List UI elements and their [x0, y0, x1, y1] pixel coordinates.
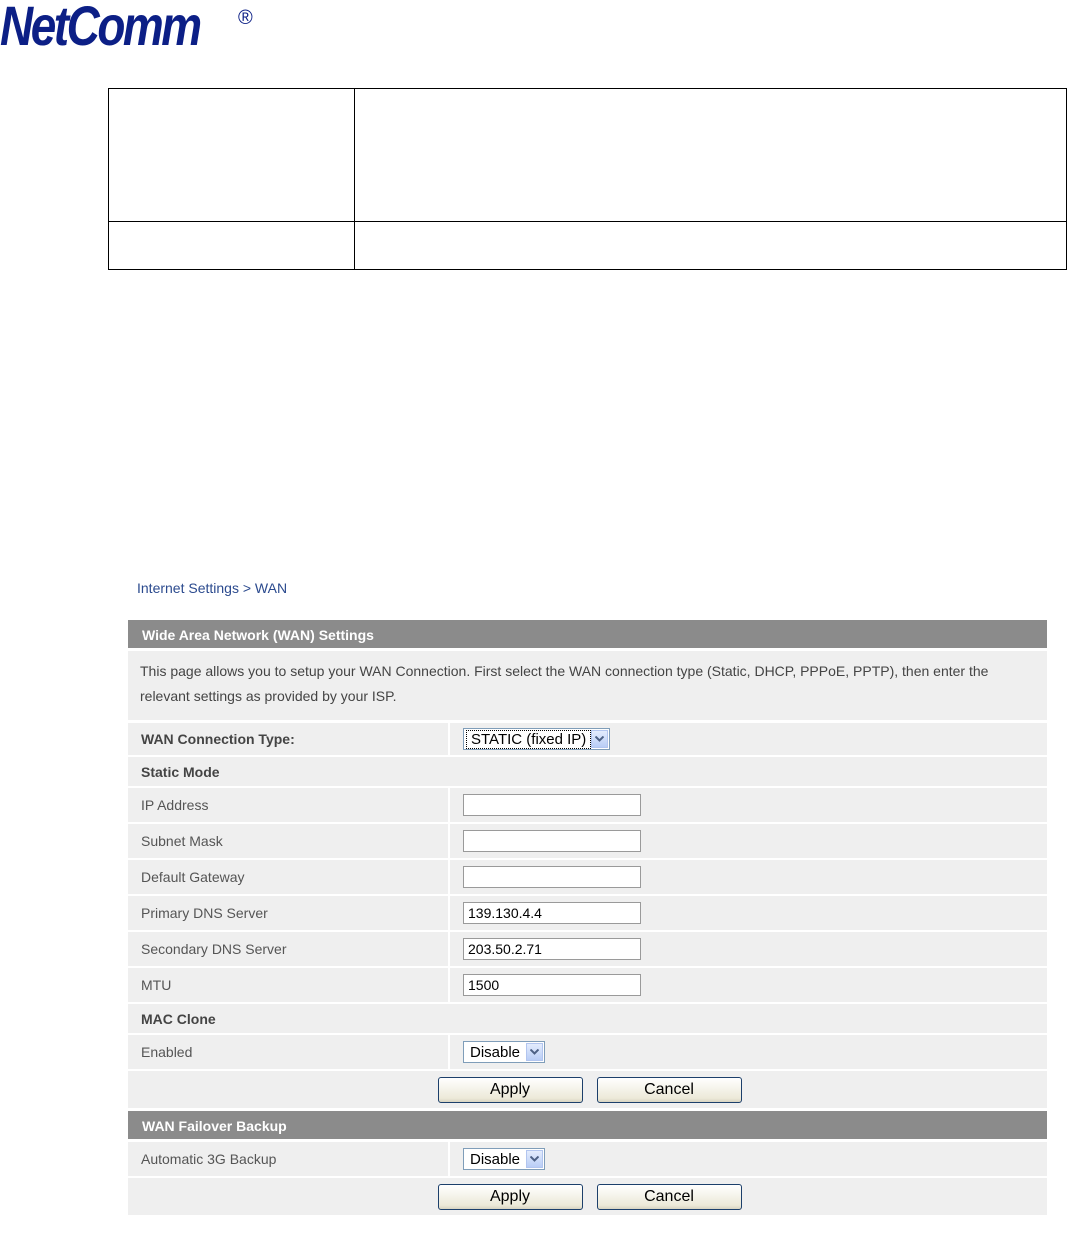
secondary-dns-row [128, 932, 1047, 968]
wan-failover-header: WAN Failover Backup [128, 1111, 1047, 1142]
wan-settings-buttons [128, 1071, 1047, 1111]
wan-settings-description: This page allows you to setup your WAN Connection. First select the WAN connection type (Static, DHCP, PPPoE, PPTP), then enter the relevant settings as provided by your ISP. [128, 651, 1047, 723]
subnet-mask-cell [450, 824, 641, 858]
mtu-input[interactable] [463, 974, 641, 996]
ip-address-row [128, 788, 1047, 824]
default-gateway-label: Default Gateway [128, 860, 450, 894]
registered-mark: ® [238, 7, 253, 29]
breadcrumb: Internet Settings > WAN [137, 580, 288, 596]
wan-connection-type-label: WAN Connection Type: [128, 723, 450, 755]
secondary-dns-label: Secondary DNS Server [128, 932, 450, 966]
mac-clone-label: MAC Clone [141, 1010, 216, 1027]
mac-clone-enabled-row [128, 1035, 1047, 1071]
default-gateway-input[interactable] [463, 866, 641, 888]
subnet-mask-row [128, 824, 1047, 860]
netcomm-logo [0, 0, 253, 57]
table-cell [355, 222, 1067, 270]
auto-3g-backup-value: Disable [470, 1150, 521, 1168]
default-gateway-row [128, 860, 1047, 896]
wan-connection-type-value: STATIC (fixed IP) [466, 730, 591, 749]
chevron-down-icon[interactable] [591, 730, 608, 748]
failover-cancel-button[interactable]: Cancel [597, 1184, 742, 1210]
static-mode-label: Static Mode [141, 763, 220, 780]
auto-3g-backup-select[interactable] [463, 1148, 545, 1170]
logo-text: NetComm [0, 0, 200, 57]
chevron-down-icon[interactable] [526, 1150, 543, 1168]
primary-dns-label: Primary DNS Server [128, 896, 450, 930]
auto-3g-backup-row [128, 1142, 1047, 1178]
auto-3g-backup-cell [450, 1142, 545, 1176]
document-table [108, 88, 1067, 270]
auto-3g-backup-label: Automatic 3G Backup [128, 1142, 450, 1176]
ip-address-cell [450, 788, 641, 822]
mtu-label: MTU [128, 968, 450, 1002]
mac-clone-row [128, 1004, 1047, 1035]
table-cell [109, 222, 355, 270]
wan-settings-header: Wide Area Network (WAN) Settings [128, 620, 1047, 651]
primary-dns-cell [450, 896, 641, 930]
subnet-mask-label: Subnet Mask [128, 824, 450, 858]
subnet-mask-input[interactable] [463, 830, 641, 852]
wan-settings-panel [128, 620, 1047, 1218]
table-cell [109, 89, 355, 222]
wan-connection-type-row [128, 723, 1047, 757]
mac-clone-value: Disable [470, 1043, 521, 1061]
wan-connection-type-select[interactable] [463, 728, 610, 750]
primary-dns-row [128, 896, 1047, 932]
mac-clone-select[interactable] [463, 1041, 545, 1063]
static-mode-row [128, 757, 1047, 788]
ip-address-label: IP Address [128, 788, 450, 822]
apply-button[interactable]: Apply [438, 1077, 583, 1103]
secondary-dns-cell [450, 932, 641, 966]
mac-clone-enabled-label: Enabled [128, 1035, 450, 1069]
mtu-row [128, 968, 1047, 1004]
ip-address-input[interactable] [463, 794, 641, 816]
default-gateway-cell [450, 860, 641, 894]
cancel-button[interactable]: Cancel [597, 1077, 742, 1103]
table-cell [355, 89, 1067, 222]
mtu-cell [450, 968, 641, 1002]
secondary-dns-input[interactable] [463, 938, 641, 960]
chevron-down-icon[interactable] [526, 1043, 543, 1061]
table-row [109, 222, 1067, 270]
mac-clone-enabled-cell [450, 1035, 545, 1069]
failover-buttons [128, 1178, 1047, 1218]
table-row [109, 89, 1067, 222]
failover-apply-button[interactable]: Apply [438, 1184, 583, 1210]
primary-dns-input[interactable] [463, 902, 641, 924]
wan-connection-type-cell [450, 723, 610, 755]
